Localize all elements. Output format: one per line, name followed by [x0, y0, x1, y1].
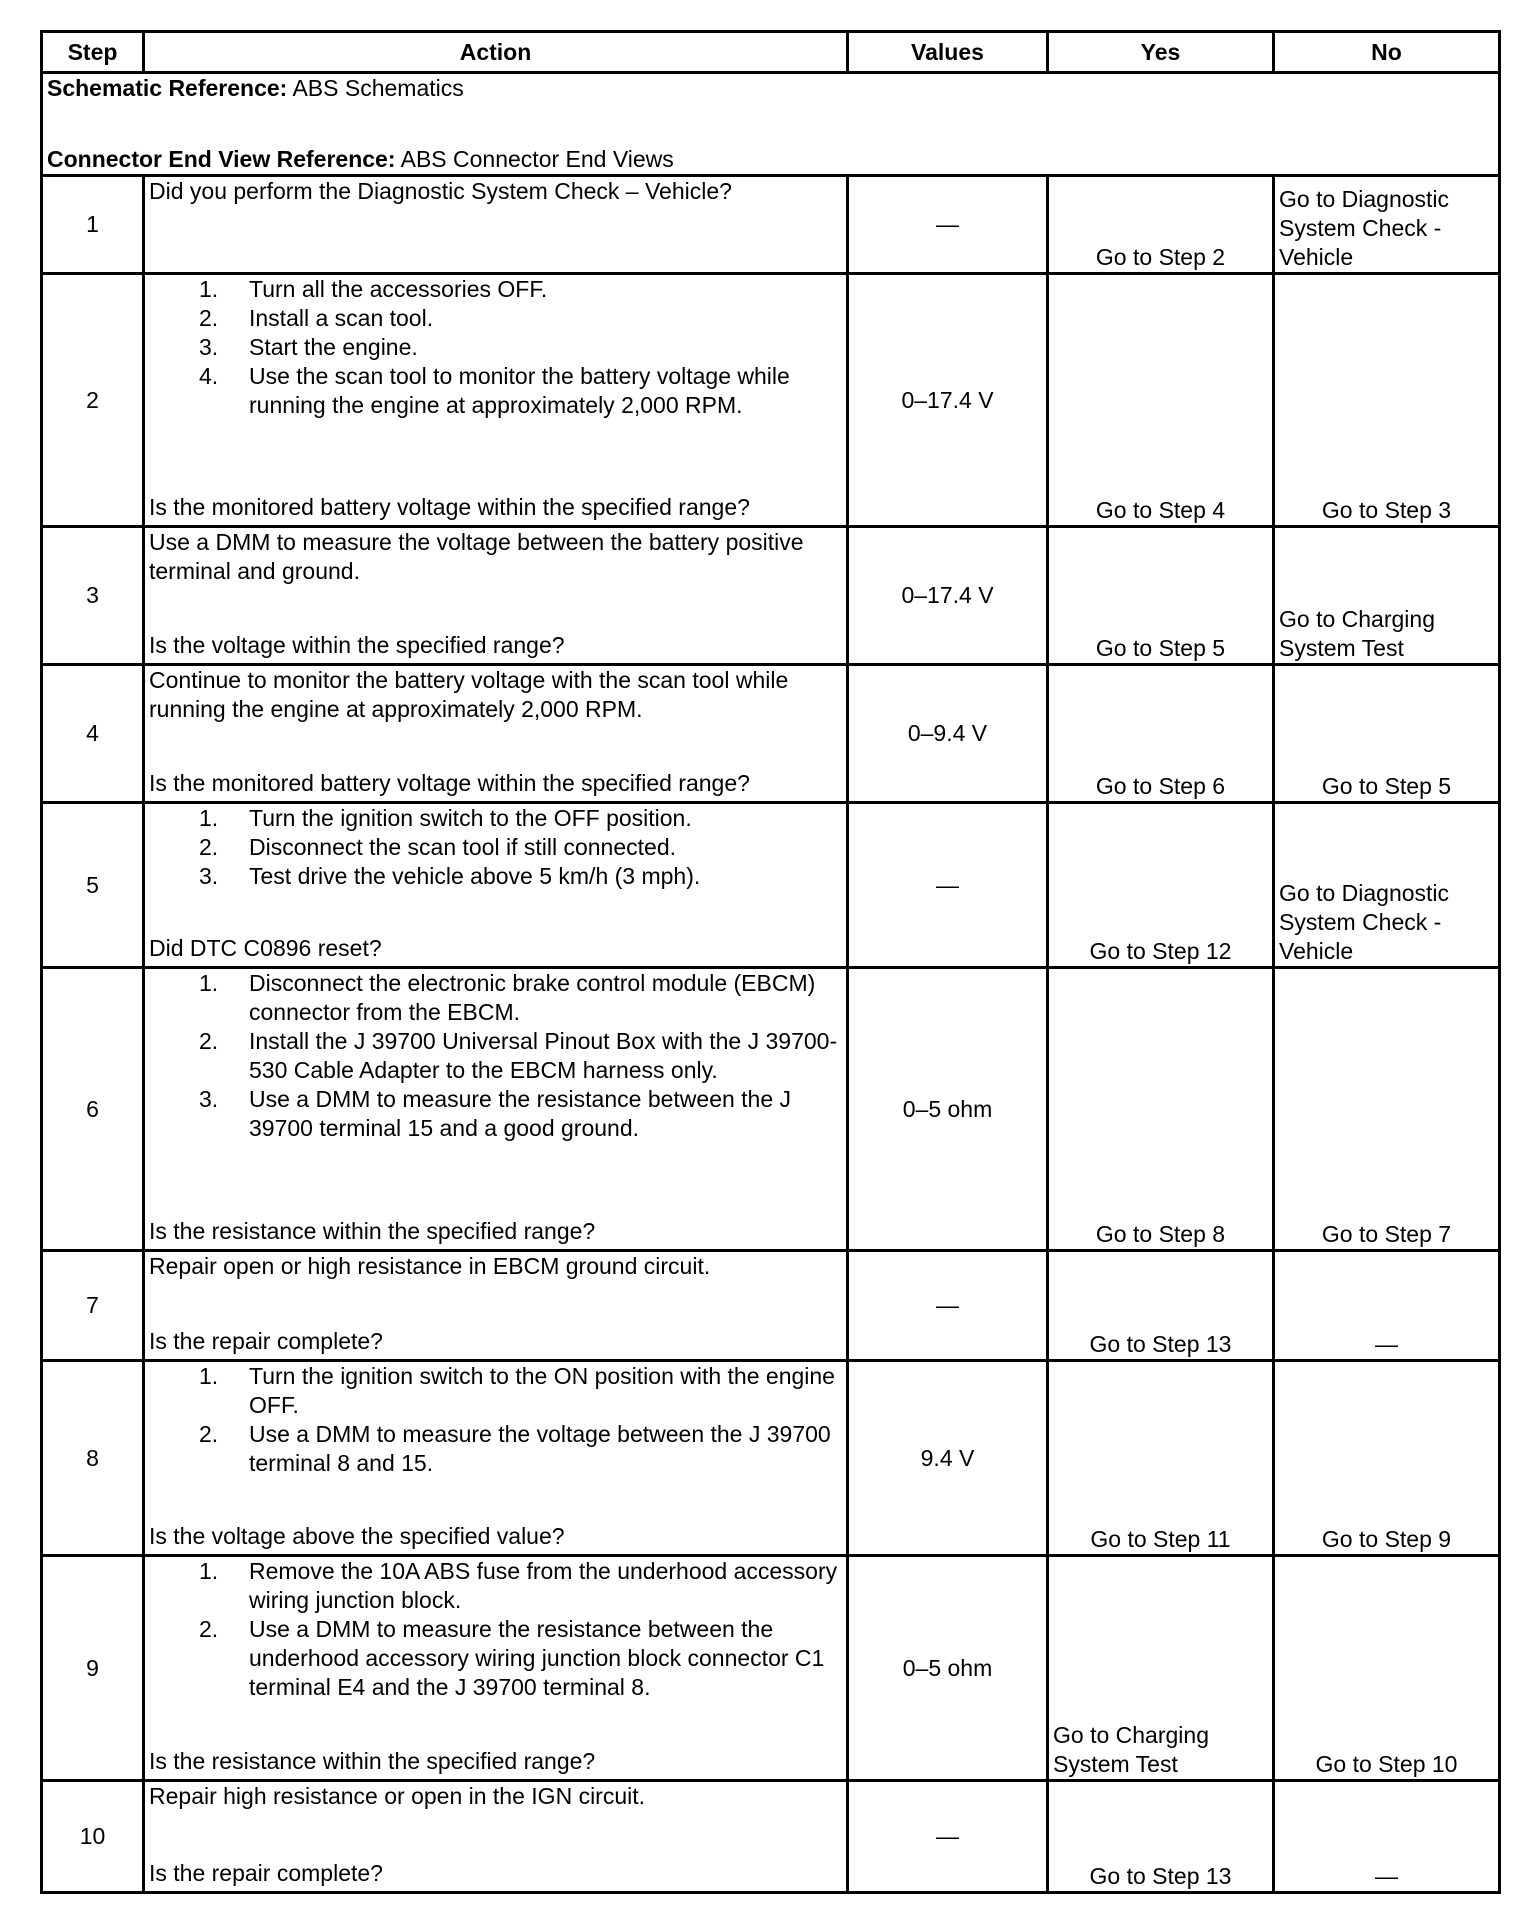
- action-body: [149, 969, 842, 1143]
- substep-item: [199, 1557, 842, 1615]
- table-row: [42, 274, 1500, 527]
- substep-text: Turn all the accessories OFF.: [249, 276, 548, 302]
- value-cell: 0–5 ohm: [848, 1556, 1048, 1781]
- no-cell: Go to Step 10: [1274, 1556, 1500, 1781]
- action-cell: [144, 968, 848, 1251]
- connector-reference-value: ABS Connector End Views: [395, 146, 674, 172]
- substep-text: Use a DMM to measure the resistance between the underhood accessory wiring junction block connector C1 terminal E4 and the J 39700 terminal 8.: [249, 1616, 825, 1700]
- step-number: 1: [42, 176, 144, 274]
- action-body: [149, 666, 842, 724]
- substep-number: 3.: [199, 863, 219, 889]
- action-body: [149, 1252, 842, 1281]
- value-cell: —: [848, 803, 1048, 968]
- substep-number: 1.: [199, 1363, 219, 1389]
- substep-text: Disconnect the scan tool if still connected.: [249, 834, 677, 860]
- yes-cell: Go to Step 5: [1048, 527, 1274, 665]
- action-body: [149, 177, 842, 206]
- action-cell: [144, 665, 848, 803]
- yes-cell: Go to Step 13: [1048, 1251, 1274, 1361]
- table-row: [42, 665, 1500, 803]
- substep-item: [199, 969, 842, 1027]
- header-action: Action: [144, 32, 848, 73]
- table-row: [42, 1251, 1500, 1361]
- no-cell: Go to Step 9: [1274, 1361, 1500, 1556]
- no-cell: Go to Step 3: [1274, 274, 1500, 527]
- substep-text: Install the J 39700 Universal Pinout Box with the J 39700-530 Cable Adapter to the EBCM harness only.: [249, 1028, 838, 1083]
- substep-item: [199, 1027, 842, 1085]
- no-cell: Go to Step 5: [1274, 665, 1500, 803]
- substep-text: Test drive the vehicle above 5 km/h (3 mph).: [249, 863, 701, 889]
- step-number: 9: [42, 1556, 144, 1781]
- substep-item: [199, 1362, 842, 1420]
- yes-cell: Go to Step 11: [1048, 1361, 1274, 1556]
- yes-cell: Go to Step 6: [1048, 665, 1274, 803]
- reference-row: [42, 73, 1500, 176]
- value-cell: 0–17.4 V: [848, 274, 1048, 527]
- substep-list: [149, 969, 842, 1143]
- table-row: [42, 527, 1500, 665]
- header-values: Values: [848, 32, 1048, 73]
- substep-item: [199, 1085, 842, 1143]
- substep-number: 1.: [199, 970, 219, 996]
- step-number: 4: [42, 665, 144, 803]
- substep-list: [149, 804, 842, 891]
- action-question: Is the repair complete?: [149, 1860, 383, 1886]
- action-body: [149, 804, 842, 891]
- step-number: 10: [42, 1781, 144, 1893]
- substep-text: Use a DMM to measure the resistance between the J 39700 terminal 15 and a good ground.: [249, 1086, 792, 1141]
- action-cell: [144, 1361, 848, 1556]
- substep-item: [199, 804, 842, 833]
- no-cell: Go to Diagnostic System Check - Vehicle: [1274, 803, 1500, 968]
- action-body: [149, 1782, 842, 1811]
- action-question: Is the voltage within the specified range?: [149, 632, 565, 658]
- table-row: [42, 176, 1500, 274]
- substep-number: 3.: [199, 334, 219, 360]
- yes-cell: Go to Step 2: [1048, 176, 1274, 274]
- action-cell: [144, 1556, 848, 1781]
- substep-number: 1.: [199, 805, 219, 831]
- table-row: [42, 803, 1500, 968]
- action-cell: [144, 1251, 848, 1361]
- action-question: Is the repair complete?: [149, 1328, 383, 1354]
- substep-item: [199, 362, 842, 420]
- value-cell: —: [848, 1251, 1048, 1361]
- table-row: [42, 1781, 1500, 1893]
- substep-number: 2.: [199, 834, 219, 860]
- table-body: [42, 73, 1500, 1893]
- step-number: 2: [42, 274, 144, 527]
- table-row: [42, 1361, 1500, 1556]
- substep-number: 4.: [199, 363, 219, 389]
- action-intro: Repair high resistance or open in the IGN circuit.: [149, 1783, 646, 1809]
- substep-list: [149, 275, 842, 420]
- step-number: 5: [42, 803, 144, 968]
- substep-text: Remove the 10A ABS fuse from the underhood accessory wiring junction block.: [249, 1558, 838, 1613]
- yes-cell: Go to Step 8: [1048, 968, 1274, 1251]
- value-cell: —: [848, 176, 1048, 274]
- substep-number: 2.: [199, 1028, 219, 1054]
- header-row: [42, 32, 1500, 73]
- reference-cell: [42, 73, 1500, 176]
- schematic-reference-value: ABS Schematics: [287, 75, 464, 101]
- value-cell: —: [848, 1781, 1048, 1893]
- substep-item: [199, 1420, 842, 1478]
- no-cell: Go to Step 7: [1274, 968, 1500, 1251]
- action-cell: [144, 527, 848, 665]
- table-row: [42, 968, 1500, 1251]
- action-cell: [144, 274, 848, 527]
- substep-text: Use the scan tool to monitor the battery voltage while running the engine at approximately 2,000 RPM.: [249, 363, 790, 418]
- value-cell: 0–5 ohm: [848, 968, 1048, 1251]
- substep-item: [199, 833, 842, 862]
- action-question: Is the monitored battery voltage within the specified range?: [149, 494, 750, 520]
- header-yes: Yes: [1048, 32, 1274, 73]
- action-intro: Use a DMM to measure the voltage between the battery positive terminal and ground.: [149, 529, 804, 584]
- action-question: Did DTC C0896 reset?: [149, 935, 382, 961]
- no-cell: Go to Charging System Test: [1274, 527, 1500, 665]
- substep-item: [199, 275, 842, 304]
- substep-list: [149, 1557, 842, 1702]
- substep-number: 1.: [199, 276, 219, 302]
- action-body: [149, 1362, 842, 1478]
- value-cell: 0–17.4 V: [848, 527, 1048, 665]
- substep-text: Use a DMM to measure the voltage between the J 39700 terminal 8 and 15.: [249, 1421, 831, 1476]
- connector-reference-label: Connector End View Reference:: [47, 146, 396, 172]
- substep-list: [149, 1362, 842, 1478]
- schematic-reference-label: Schematic Reference:: [47, 75, 288, 101]
- step-number: 6: [42, 968, 144, 1251]
- step-number: 7: [42, 1251, 144, 1361]
- action-intro: Repair open or high resistance in EBCM ground circuit.: [149, 1253, 711, 1279]
- action-intro: Continue to monitor the battery voltage with the scan tool while running the engine at approximately 2,000 RPM.: [149, 667, 789, 722]
- substep-item: [199, 333, 842, 362]
- substep-text: Start the engine.: [249, 334, 418, 360]
- substep-item: [199, 862, 842, 891]
- substep-text: Install a scan tool.: [249, 305, 434, 331]
- action-cell: [144, 803, 848, 968]
- substep-number: 2.: [199, 1616, 219, 1642]
- action-body: [149, 275, 842, 420]
- connector-reference: [47, 145, 1494, 174]
- step-number: 8: [42, 1361, 144, 1556]
- value-cell: 0–9.4 V: [848, 665, 1048, 803]
- substep-number: 3.: [199, 1086, 219, 1112]
- no-cell: —: [1274, 1251, 1500, 1361]
- header-step: Step: [42, 32, 144, 73]
- action-body: [149, 528, 842, 586]
- yes-cell: Go to Charging System Test: [1048, 1556, 1274, 1781]
- table-row: [42, 1556, 1500, 1781]
- yes-cell: Go to Step 13: [1048, 1781, 1274, 1893]
- action-question: Is the resistance within the specified range?: [149, 1748, 596, 1774]
- schematic-reference: [47, 74, 1494, 103]
- yes-cell: Go to Step 4: [1048, 274, 1274, 527]
- action-body: [149, 1557, 842, 1702]
- substep-number: 1.: [199, 1558, 219, 1584]
- header-no: No: [1274, 32, 1500, 73]
- action-cell: [144, 1781, 848, 1893]
- substep-text: Turn the ignition switch to the OFF position.: [249, 805, 692, 831]
- value-cell: 9.4 V: [848, 1361, 1048, 1556]
- action-cell: [144, 176, 848, 274]
- action-question: Is the monitored battery voltage within the specified range?: [149, 770, 750, 796]
- action-question: Is the voltage above the specified value?: [149, 1523, 565, 1549]
- substep-text: Disconnect the electronic brake control module (EBCM) connector from the EBCM.: [249, 970, 816, 1025]
- substep-text: Turn the ignition switch to the ON position with the engine OFF.: [249, 1363, 835, 1418]
- substep-number: 2.: [199, 305, 219, 331]
- no-cell: —: [1274, 1781, 1500, 1893]
- yes-cell: Go to Step 12: [1048, 803, 1274, 968]
- diagnostic-table: [40, 30, 1501, 1894]
- no-cell: Go to Diagnostic System Check - Vehicle: [1274, 176, 1500, 274]
- substep-item: [199, 304, 842, 333]
- action-question: Is the resistance within the specified range?: [149, 1218, 596, 1244]
- substep-item: [199, 1615, 842, 1702]
- substep-number: 2.: [199, 1421, 219, 1447]
- action-intro: Did you perform the Diagnostic System Check – Vehicle?: [149, 178, 732, 204]
- step-number: 3: [42, 527, 144, 665]
